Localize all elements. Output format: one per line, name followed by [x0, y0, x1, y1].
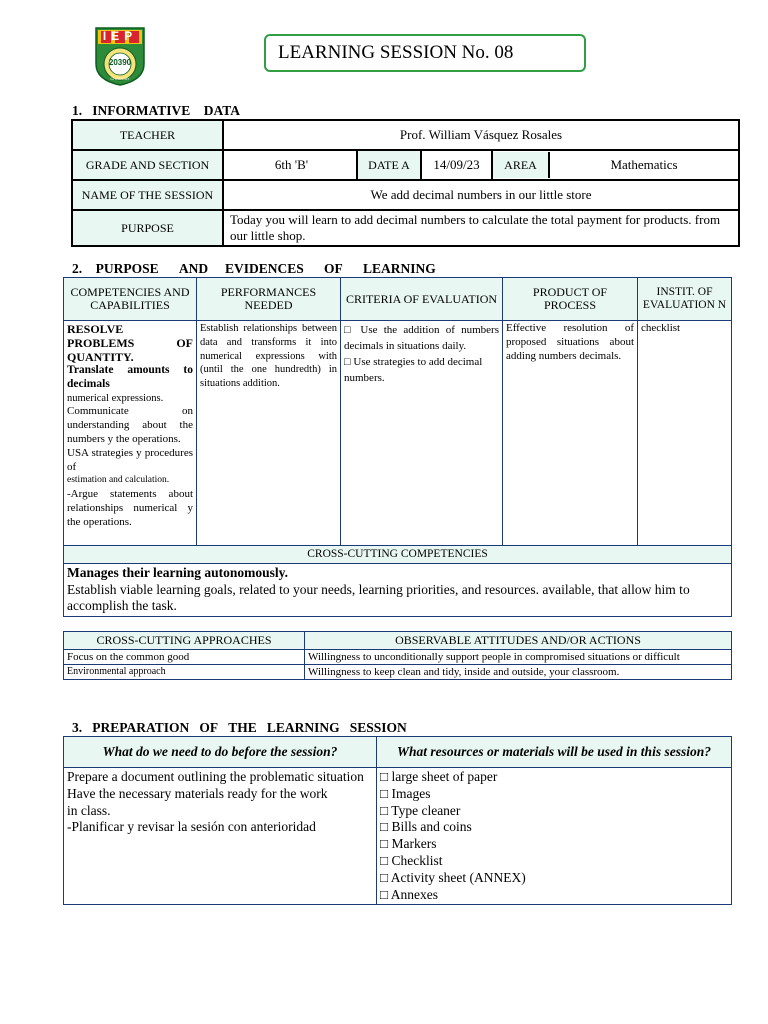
approach-name: Environmental approach: [64, 665, 305, 680]
grade-value: 6th 'B': [223, 150, 357, 180]
approach-name: Focus on the common good: [64, 650, 305, 665]
page-title: LEARNING SESSION No. 08: [278, 42, 514, 63]
evidence-table: [63, 277, 732, 617]
competency-line: USA strategies y procedures of: [67, 446, 193, 473]
competencies-cell: [64, 321, 197, 546]
header-criteria: CRITERIA OF EVALUATION: [341, 278, 503, 321]
teacher-value: Prof. William Vásquez Rosales: [223, 120, 739, 150]
resource-item: □ Checklist: [380, 852, 443, 868]
school-logo: [94, 26, 146, 86]
logo-subtext: CHANCAY: [110, 76, 130, 81]
date-value: 14/09/23: [421, 150, 492, 180]
performance-cell: Establish relationships between data and transforms it into numerical expressions with (until the one hundredth) in situations addition.: [197, 321, 341, 546]
header-performances: PERFORMANCES NEEDED: [197, 278, 341, 321]
before-item: -Planificar y revisar la sesión con anterioridad: [67, 819, 316, 835]
resource-item: □ Markers: [380, 836, 437, 852]
before-item: Have the necessary materials ready for the work: [67, 785, 328, 801]
criteria-item: □ Use strategies to add decimal numbers.: [344, 356, 483, 384]
header-instrument: INSTIT. OF EVALUATION N: [638, 278, 732, 321]
purpose-label: PURPOSE: [72, 210, 223, 246]
resource-item: □ Images: [380, 785, 431, 801]
competency-subtitle: Translate amounts to decimals: [67, 364, 193, 390]
resource-item: □ Type cleaner: [380, 802, 461, 818]
competency-line: -Argue statements about relationships numerical y the operations.: [67, 488, 193, 528]
session-name-value: We add decimal numbers in our little store: [223, 180, 739, 210]
instrument-cell: checklist: [638, 321, 732, 546]
before-item: Prepare a document outlining the problematic situation: [67, 769, 364, 784]
logo-number: 20390: [108, 58, 132, 67]
resource-item: □ Activity sheet (ANNEX): [380, 869, 526, 885]
competency-line: numerical expressions.: [67, 392, 164, 404]
header-competencies: COMPETENCIES AND CAPABILITIES: [64, 278, 197, 321]
before-session-cell: [64, 768, 377, 905]
section-heading-purpose: 2. PURPOSE AND EVIDENCES OF LEARNING: [72, 261, 436, 276]
approach-action: Willingness to unconditionally support people in compromised situations or difficult: [305, 650, 732, 665]
header-approaches: CROSS-CUTTING APPROACHES: [64, 632, 305, 650]
area-value: Mathematics: [610, 157, 678, 172]
header-before-session: What do we need to do before the session?: [64, 737, 377, 768]
header-actions: OBSERVABLE ATTITUDES AND/OR ACTIONS: [305, 632, 732, 650]
grade-label: GRADE AND SECTION: [72, 150, 223, 180]
informative-data-table: [71, 119, 740, 247]
cross-competencies-header: CROSS-CUTTING COMPETENCIES: [64, 546, 732, 564]
cross-competency-title: Manages their learning autonomously.: [67, 565, 289, 580]
area-cell: [492, 150, 739, 180]
resource-item: □ Annexes: [380, 886, 439, 902]
competency-line: Communicate on understanding about the numbers y the operations.: [67, 405, 193, 445]
session-name-label: NAME OF THE SESSION: [72, 180, 223, 210]
date-label: DATE A: [357, 150, 421, 180]
header-product: PRODUCT OF PROCESS: [503, 278, 638, 321]
criteria-cell: [341, 321, 503, 546]
product-cell: Effective resolution of proposed situations about adding numbers decimals.: [503, 321, 638, 546]
approach-action: Willingness to keep clean and tidy, inside and outside, your classroom.: [305, 665, 732, 680]
criteria-item: □ Use the addition of numbers decimals in situations daily.: [344, 324, 499, 352]
purpose-value: Today you will learn to add decimal numbers to calculate the total payment for products. from our little shop.: [223, 210, 739, 246]
session-title-box: [264, 34, 586, 72]
resources-cell: [377, 768, 732, 905]
teacher-label: TEACHER: [72, 120, 223, 150]
logo-text: IEP: [102, 29, 138, 43]
cross-competencies-cell: [64, 564, 732, 617]
resource-item: □ Bills and coins: [380, 819, 472, 835]
competency-title: RESOLVE PROBLEMS OF QUANTITY.: [67, 322, 193, 364]
header-resources: What resources or materials will be used in this session?: [377, 737, 732, 768]
competency-line: estimation and calculation.: [67, 475, 170, 486]
area-label: AREA: [493, 152, 550, 178]
before-item: in class.: [67, 802, 111, 818]
preparation-table: [63, 736, 732, 905]
approaches-table: [63, 631, 732, 680]
section-heading-informative: 1. INFORMATIVE DATA: [72, 103, 240, 118]
cross-competency-text: Establish viable learning goals, related to your needs, learning priorities, and resources. available, that allow him to accomplish the task.: [67, 581, 690, 613]
section-heading-preparation: 3. PREPARATION OF THE LEARNING SESSION: [72, 720, 407, 735]
resource-item: □ large sheet of paper: [380, 769, 498, 784]
